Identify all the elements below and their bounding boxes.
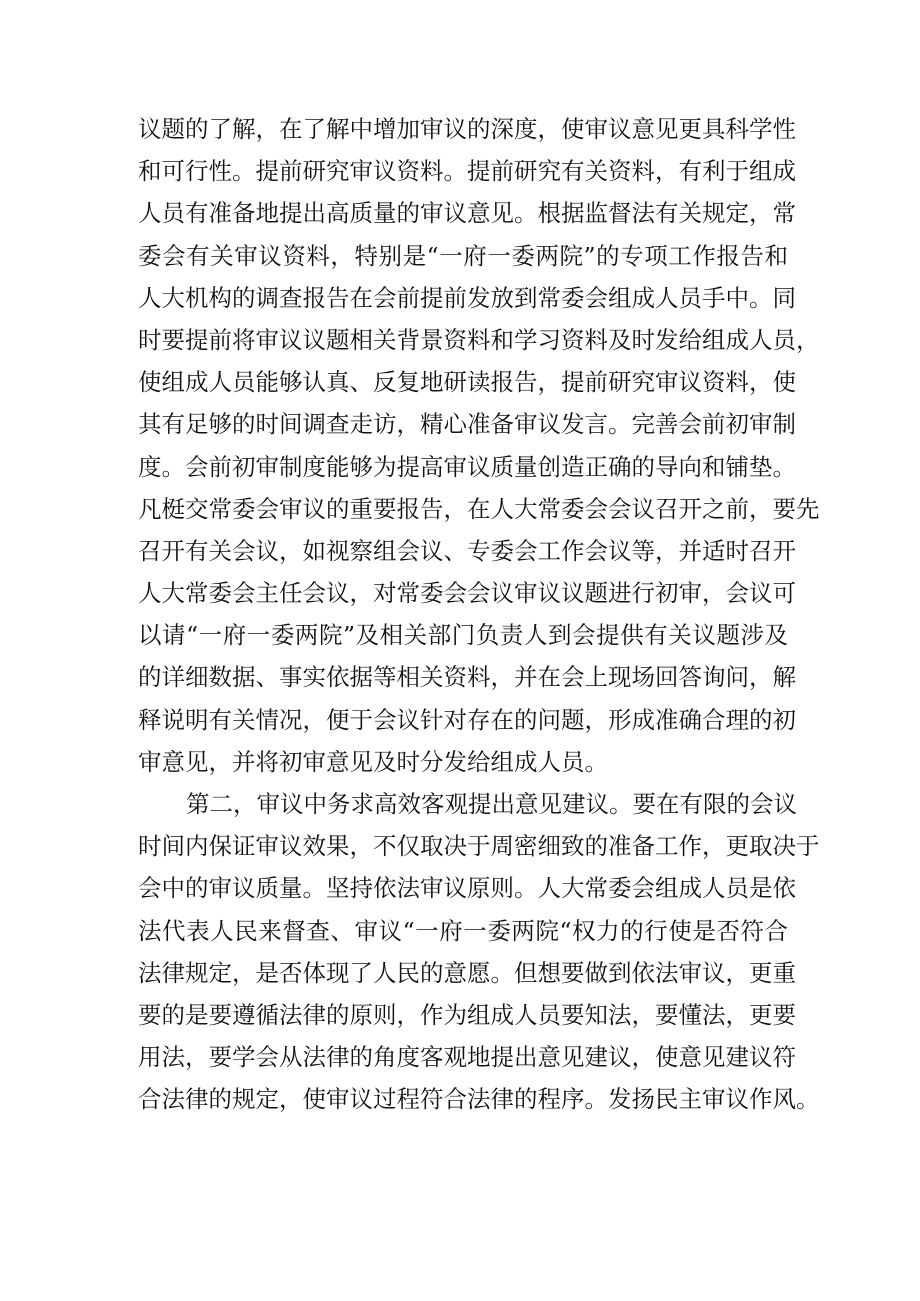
text-line: 要的是要遵循法律的原则，作为组成人员要知法，要懂法，更要 <box>138 1000 796 1029</box>
text-line: 释说明有关情况，便于会议针对存在的问题，形成准确合理的初 <box>138 705 796 734</box>
text-line: 时要提前将审议议题相关背景资料和学习资料及时发给组成人员， <box>138 325 820 354</box>
text-line: 的详细数据、事实依据等相关资料，并在会上现场回答询问，解 <box>138 663 796 692</box>
text-line: 法律规定，是否体现了人民的意愿。但想要做到依法审议，更重 <box>138 958 796 987</box>
text-line: 时间内保证审议效果，不仅取决于周密细致的准备工作，更取决于 <box>138 832 820 861</box>
text-line: 合法律的规定，使审议过程符合法律的程序。发扬民主审议作风。 <box>138 1085 820 1114</box>
text-line: 议题的了解，在了解中增加审议的深度，使审议意见更具科学性 <box>138 115 796 143</box>
paragraph-2 <box>138 783 820 1121</box>
paragraph-1 <box>138 108 820 783</box>
text-line: 其有足够的时间调查走访，精心准备审议发言。完善会前初审制 <box>138 410 796 439</box>
text-line: 人大常委会主任会议，对常委会会议审议议题进行初审，会议可 <box>138 579 796 608</box>
text-line: 凡梃交常委会审议的重要报告，在人大常委会会议召开之前，要先 <box>138 494 820 523</box>
text-line: 会中的审议质量。坚持依法审议原则。人大常委会组成人员是依 <box>138 874 796 903</box>
text-line: 以请“一府一委两院”及相关部门负责人到会提供有关议题涉及 <box>138 621 788 650</box>
text-line: 第二，审议中务求高效客观提出意见建议。要在有限的会议 <box>186 790 797 818</box>
text-line: 审意见，并将初审意见及时分发给组成人员。 <box>138 747 608 776</box>
text-line: 人大机构的调查报告在会前提前发放到常委会组成人员手中。同 <box>138 283 796 312</box>
text-line: 度。会前初审制度能够为提高审议质量创造正确的导向和铺垫。 <box>138 452 796 481</box>
text-line: 法代表人民来督查、审议“一府一委两院“权力的行使是否符合 <box>138 916 788 945</box>
text-line: 委会有关审议资料，特别是“一府一委两院”的专项工作报告和 <box>138 241 788 270</box>
text-line: 用法，要学会从法律的角度客观地提出意见建议，使意见建议符 <box>138 1043 796 1072</box>
text-line: 和可行性。提前研究审议资料。提前研究有关资料，有利于组成 <box>138 157 796 186</box>
text-line: 召开有关会议，如视察组会议、专委会工作会议等，并适时召开 <box>138 536 796 565</box>
text-line: 使组成人员能够认真、反复地研读报告，提前研究审议资料，使 <box>138 368 796 397</box>
document-body <box>138 108 820 1121</box>
text-line: 人员有准备地提出高质量的审议意见。根据监督法有关规定，常 <box>138 199 796 228</box>
